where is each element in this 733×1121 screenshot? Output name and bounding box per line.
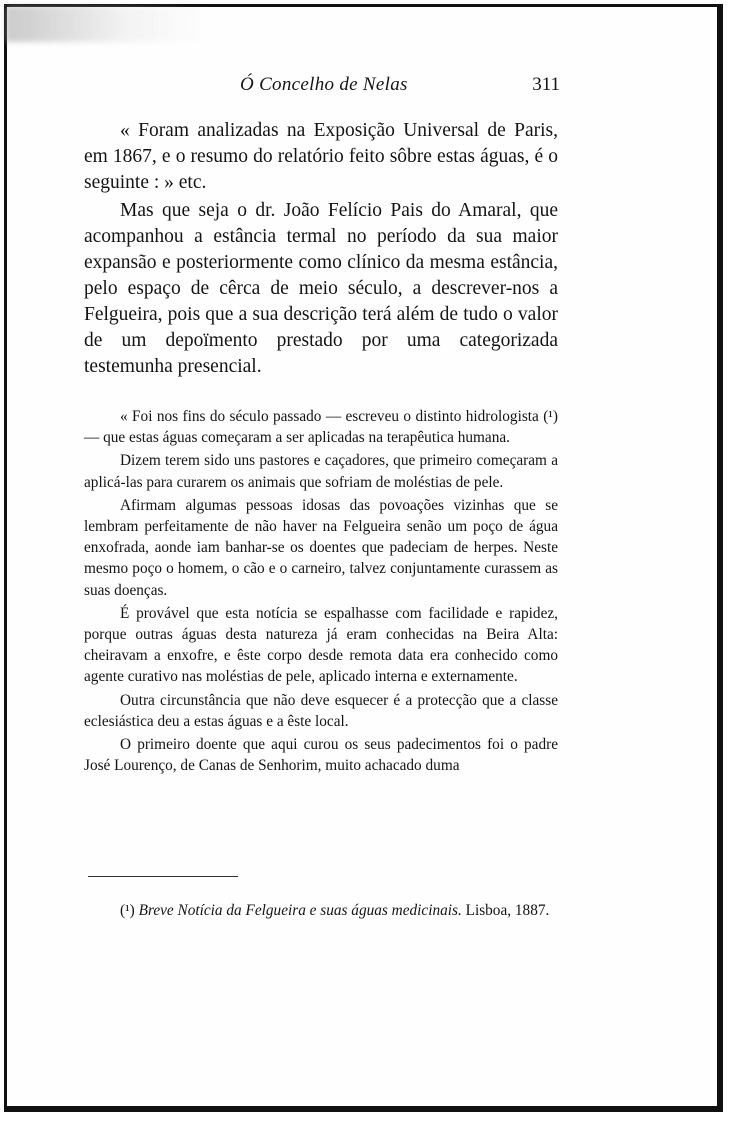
quote-paragraph: Afirmam algumas pessoas idosas das povoações vizinhas que se lembram perfeitamente de não haver na Felgueira senão um poço de água enxofrada, aonde iam banhar-se os doentes que padeciam de herpes. Neste mesmo poço o homem, o cão e o carneiro, talvez conjuntamente curassem as suas doenças. [84, 496, 558, 599]
quote-paragraph: Dizem terem sido uns pastores e caçadores, que primeiro começaram a aplicá-las para curarem os animais que sofriam de moléstias de pele. [84, 452, 558, 491]
paragraph: « Foram analizadas na Exposição Universal de Paris, em 1867, e o resumo do relatório feito sôbre estas águas, é o seguinte : » etc. [84, 120, 558, 193]
footnote-divider [88, 876, 238, 877]
page-header [84, 74, 560, 102]
scan-smudge [6, 6, 206, 42]
footnote-rest: Lisboa, 1887. [465, 902, 550, 919]
quote-paragraph: O primeiro doente que aqui curou os seus padecimentos foi o padre José Lourenço, de Canas de Senhorim, muito achacado duma [84, 736, 558, 775]
footnote [84, 900, 558, 922]
quote-paragraph: É provável que esta notícia se espalhasse com facilidade e rapidez, porque outras águas desta natureza já eram conhecidas na Beira Alta: cheiravam a enxofre, e êste corpo desde remota data era conhecido como agente curativo nas moléstias de pele, aplicado interna e externamente. [84, 604, 558, 686]
main-text [84, 118, 558, 382]
footnote-title: Breve Notícia da Felgueira e suas águas medicinais. [138, 902, 462, 919]
quote-paragraph: « Foi nos fins do século passado — escreveu o distinto hidrologista (¹) — que estas águas começaram a ser aplicadas na terapêutica humana. [84, 408, 558, 447]
footnote-marker: (¹) [120, 902, 135, 919]
paragraph: Mas que seja o dr. João Felício Pais do Amaral, que acompanhou a estância termal no período da sua maior expansão e posteriormente como clínico da mesma estância, pelo espaço de cêrca de meio século, a descrever-nos a Felgueira, pois que a sua descrição terá além de tudo o valor de um depoïmento prestado por uma categorizada testemunha presencial. [84, 200, 558, 377]
quote-paragraph: Outra circunstância que não deve esquecer é a protecção que a classe eclesiástica deu a estas águas e a êste local. [84, 691, 558, 730]
quoted-passage [84, 406, 558, 778]
running-title: Ó Concelho de Nelas [240, 74, 408, 95]
page-number: 311 [532, 74, 560, 95]
